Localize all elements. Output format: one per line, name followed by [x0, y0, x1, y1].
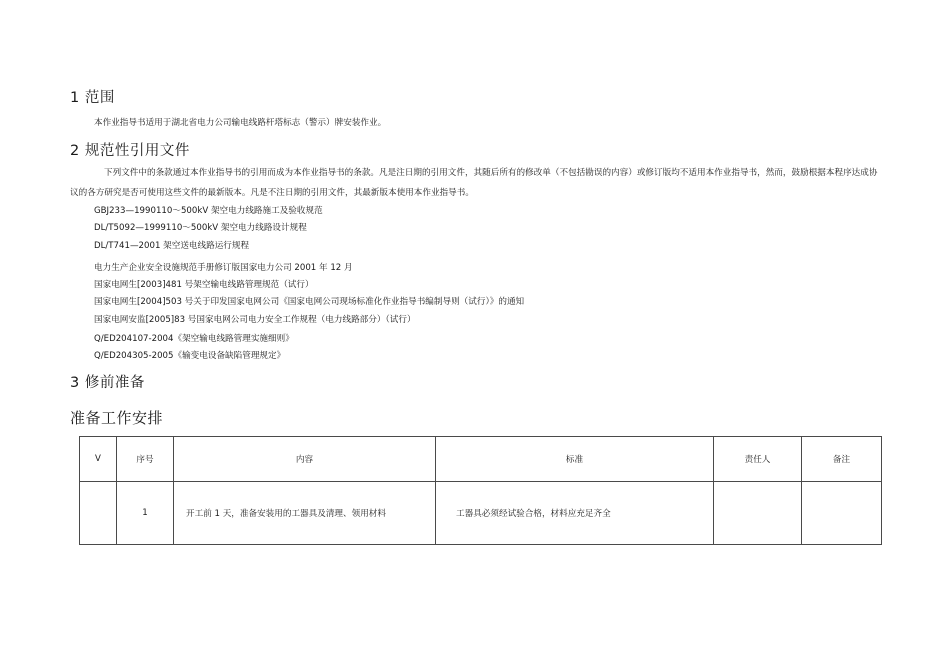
work-arrangement-heading: 准备工作安排 — [70, 409, 164, 427]
reference-item: 国家电网生[2003]481 号架空输电线路管理规范（试行） — [94, 280, 314, 290]
header-standard: 标准 — [436, 437, 714, 482]
section-3-heading: 3 修前准备 — [70, 375, 145, 391]
cell-check[interactable] — [80, 482, 117, 545]
cell-standard: 工器具必须经试验合格，材料应充足齐全 — [436, 482, 714, 545]
cell-no: 1 — [117, 482, 174, 545]
cell-content: 开工前 1 天，准备安装用的工器具及清理、领用材料 — [174, 482, 436, 545]
reference-item: Q/ED204107-2004《架空输电线路管理实施细则》 — [94, 334, 294, 344]
reference-item: DL/T5092—1999110～500kV 架空电力线路设计规程 — [94, 223, 307, 233]
reference-item: GBJ233—1990110～500kV 架空电力线路施工及验收规范 — [94, 206, 323, 216]
header-content: 内容 — [174, 437, 436, 482]
reference-item: Q/ED204305-2005《输变电设备缺陷管理规定》 — [94, 351, 286, 361]
header-no: 序号 — [117, 437, 174, 482]
reference-item: 国家电网生[2004]503 号关于印发国家电网公司《国家电网公司现场标准化作业指导书编制导则（试行）》的通知 — [94, 297, 525, 307]
reference-item: 国家电网安监[2005]83 号国家电网公司电力安全工作规程（电力线路部分）（试行） — [94, 315, 416, 325]
header-check: V — [80, 437, 117, 482]
reference-item: DL/T741—2001 架空送电线路运行规程 — [94, 241, 250, 251]
work-arrangement-table — [79, 436, 882, 545]
section-2-intro — [70, 163, 885, 203]
header-owner: 责任人 — [714, 437, 802, 482]
section-1-text: 本作业指导书适用于湖北省电力公司输电线路杆塔标志（警示）牌安装作业。 — [94, 118, 387, 128]
cell-owner — [714, 482, 802, 545]
section-2-heading: 2 规范性引用文件 — [70, 143, 190, 159]
section-2-intro-text: 下列文件中的条款通过本作业指导书的引用而成为本作业指导书的条款。凡是注日期的引用文件，其随后所有的修改单（不包括勘误的内容）或修订版均不适用本作业指导书，然而，鼓励根据本程序达成协议的各方研究是否可使用这些文件的最新版本。凡是不注日期的引用文件，其最新版本使用本作业指导书。 — [70, 168, 878, 198]
table-row — [80, 482, 882, 545]
cell-remark — [802, 482, 882, 545]
table-header-row — [80, 437, 882, 482]
section-1-heading: 1 范围 — [70, 90, 115, 106]
header-remark: 备注 — [802, 437, 882, 482]
reference-item: 电力生产企业安全设施规范手册修订版国家电力公司 2001 年 12 月 — [94, 263, 353, 273]
